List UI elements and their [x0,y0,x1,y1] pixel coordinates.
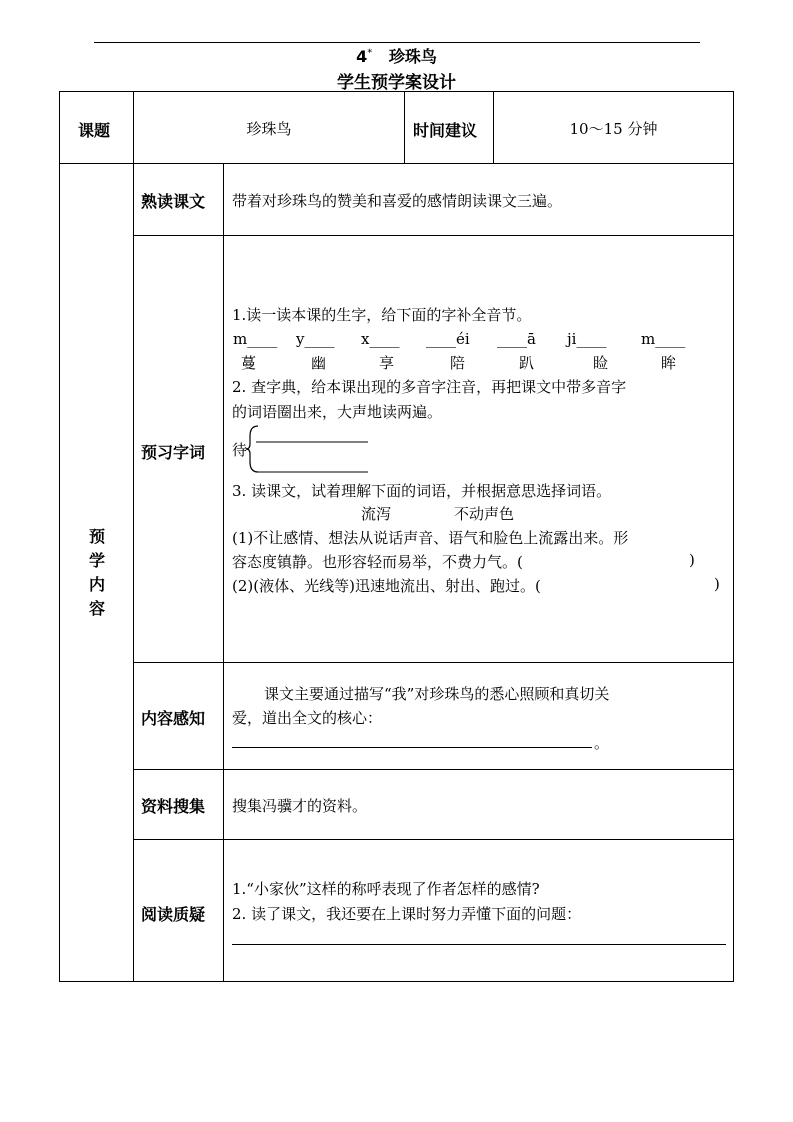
time-label: 时间建议 [413,121,478,140]
pinyin-3: x____ [361,330,400,348]
char-4: 陪 [450,354,466,372]
content-label: 内容感知 [141,709,206,728]
section-char-1: 预 [89,527,106,546]
section-char-2: 学 [89,551,106,570]
char-3: 享 [379,354,395,372]
reading-text: 带着对珍珠鸟的赞美和喜爱的感情朗读课文三遍。 [232,192,563,210]
reading-label-cell [133,163,224,236]
questions-q2: 2. 读了课文，我还要在上课时努力弄懂下面的问题： [232,905,582,923]
content-end: 。 [594,734,610,752]
content-answer-line[interactable] [232,747,592,748]
vocab-q2-line2: 的词语圈出来，大声地读两遍。 [232,403,443,421]
lesson-title [0,44,793,67]
questions-label: 阅读质疑 [141,905,206,924]
pinyin-4: ____éi [426,330,470,348]
header-rule [94,42,700,43]
pinyin-1: m____ [233,330,278,348]
research-content-cell [223,769,734,840]
research-label: 资料搜集 [141,797,206,816]
vocab-q2-line1: 2. 查字典，给本课出现的多音字注音，再把课文中带多音字 [232,378,627,396]
polyphone-brace [246,424,396,474]
page-subtitle: 学生预学案设计 [337,73,456,93]
topic-value-cell [133,91,405,164]
time-label-cell [404,91,494,164]
polyphone-char: 待 [232,441,248,459]
questions-answer-line[interactable] [232,944,726,945]
topic-label: 课题 [78,121,111,140]
content-label-cell [133,662,224,770]
lesson-mark: * [367,47,373,59]
time-value: 10～15 分钟 [569,120,658,138]
research-text: 搜集冯骥才的资料。 [232,797,368,815]
definition-1-line2: 容态度镇静。也形容轻而易举，不费力气。( [232,553,523,571]
topic-value: 珍珠鸟 [246,120,292,138]
definition-2-close: ) [714,575,720,593]
section-label-cell [59,163,134,982]
reading-label: 熟读课文 [141,192,206,211]
questions-label-cell [133,839,224,982]
questions-content-cell [223,839,734,982]
word-option-1: 流泻 [361,505,392,523]
vocab-q1: 1.读一读本课的生字，给下面的字补全音节。 [232,306,532,324]
content-content-cell [223,662,734,770]
research-label-cell [133,769,224,840]
reading-content-cell [223,163,734,236]
char-7: 眸 [661,354,677,372]
topic-label-cell [59,91,134,164]
vocab-q3: 3. 读课文，试着理解下面的词语，并根据意思选择词语。 [232,482,612,500]
definition-2: (2)(液体、光线等)迅速地流出、射出、跑过。( [232,577,541,595]
vocab-label: 预习字词 [141,443,206,462]
vocab-content-cell [223,235,734,663]
vocab-label-cell [133,235,224,663]
lesson-number: 4 [356,47,368,66]
pinyin-5: ____ā [497,330,536,348]
lesson-name: 珍珠鸟 [388,47,437,66]
questions-q1: 1.“小家伙”这样的称呼表现了作者怎样的感情? [232,880,540,898]
word-option-2: 不动声色 [454,505,515,523]
definition-1-line1: (1)不让感情、想法从说话声音、语气和脸色上流露出来。形 [232,529,629,547]
char-6: 睑 [593,354,609,372]
pinyin-6: ji____ [567,330,607,348]
section-char-3: 内 [89,575,106,594]
char-2: 幽 [311,354,327,372]
content-line2: 爱，道出全文的核心： [232,709,383,727]
section-char-4: 容 [89,599,106,618]
pinyin-2: y____ [296,330,335,348]
char-1: 蔓 [241,354,257,372]
time-value-cell [493,91,734,164]
pinyin-7: m____ [641,330,686,348]
content-line1: 课文主要通过描写“我”对珍珠鸟的悉心照顾和真切关 [264,685,610,703]
char-5: 趴 [519,354,535,372]
definition-1-close: ) [689,551,695,569]
